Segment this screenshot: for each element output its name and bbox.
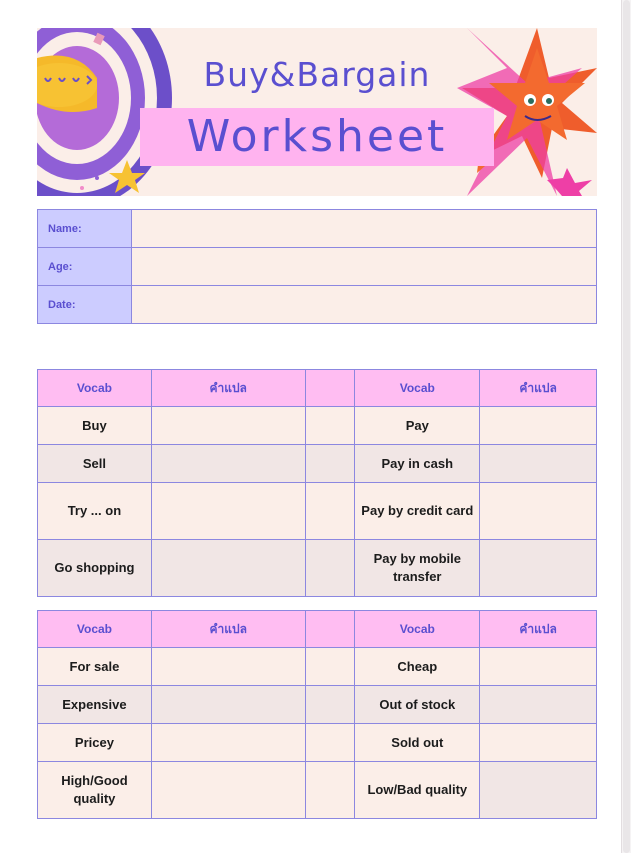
student-info-table bbox=[37, 209, 597, 324]
name-label: Name: bbox=[38, 210, 132, 248]
translation-field[interactable] bbox=[480, 445, 597, 483]
table-row bbox=[38, 686, 597, 724]
translation-field[interactable] bbox=[151, 540, 305, 597]
table-header-row bbox=[38, 370, 597, 407]
vocab-word: Low/Bad quality bbox=[355, 762, 480, 819]
vocab-word: Go shopping bbox=[38, 540, 152, 597]
translation-field[interactable] bbox=[480, 762, 597, 819]
translation-header: คำแปล bbox=[151, 611, 305, 648]
translation-field[interactable] bbox=[151, 483, 305, 540]
translation-field[interactable] bbox=[480, 648, 597, 686]
vocab-word: Pricey bbox=[38, 724, 152, 762]
scrollbar-thumb[interactable] bbox=[623, 0, 630, 853]
spacer-cell bbox=[305, 762, 355, 819]
name-field[interactable] bbox=[132, 210, 597, 248]
vocab-word: Out of stock bbox=[355, 686, 480, 724]
vocab-word: For sale bbox=[38, 648, 152, 686]
vocab-word: Pay in cash bbox=[355, 445, 480, 483]
vocab-word: Try ... on bbox=[38, 483, 152, 540]
spacer-cell bbox=[305, 611, 355, 648]
vocab-word: Cheap bbox=[355, 648, 480, 686]
header-banner bbox=[37, 28, 597, 196]
vocab-word: Sell bbox=[38, 445, 152, 483]
table-row bbox=[38, 648, 597, 686]
translation-field[interactable] bbox=[480, 483, 597, 540]
spacer-cell bbox=[305, 724, 355, 762]
table-row bbox=[38, 540, 597, 597]
vocab-word: Pay by credit card bbox=[355, 483, 480, 540]
info-row-age bbox=[38, 248, 597, 286]
age-field[interactable] bbox=[132, 248, 597, 286]
spacer-cell bbox=[305, 648, 355, 686]
table-header-row bbox=[38, 611, 597, 648]
spacer-cell bbox=[305, 483, 355, 540]
age-label: Age: bbox=[38, 248, 132, 286]
banner-subtitle: Worksheet bbox=[186, 111, 448, 162]
vocab-table-2 bbox=[37, 610, 597, 819]
table-row bbox=[38, 483, 597, 540]
info-row-date bbox=[38, 286, 597, 324]
translation-header: คำแปล bbox=[480, 611, 597, 648]
banner-title: Buy&Bargain bbox=[203, 55, 431, 94]
spacer-cell bbox=[305, 370, 355, 407]
vocab-header: Vocab bbox=[38, 611, 152, 648]
vocab-word: Expensive bbox=[38, 686, 152, 724]
vocab-word: High/Good quality bbox=[38, 762, 152, 819]
info-row-name bbox=[38, 210, 597, 248]
table-row bbox=[38, 724, 597, 762]
translation-field[interactable] bbox=[151, 648, 305, 686]
translation-field[interactable] bbox=[480, 724, 597, 762]
table-row bbox=[38, 445, 597, 483]
translation-field[interactable] bbox=[151, 686, 305, 724]
translation-header: คำแปล bbox=[151, 370, 305, 407]
vocab-table-1 bbox=[37, 369, 597, 597]
translation-field[interactable] bbox=[480, 407, 597, 445]
date-label: Date: bbox=[38, 286, 132, 324]
table-row bbox=[38, 762, 597, 819]
vocab-word: Pay bbox=[355, 407, 480, 445]
spacer-cell bbox=[305, 686, 355, 724]
vertical-scrollbar[interactable] bbox=[622, 0, 631, 853]
spacer-cell bbox=[305, 445, 355, 483]
translation-field[interactable] bbox=[151, 445, 305, 483]
spacer-cell bbox=[305, 407, 355, 445]
translation-header: คำแปล bbox=[480, 370, 597, 407]
translation-field[interactable] bbox=[480, 686, 597, 724]
spacer-cell bbox=[305, 540, 355, 597]
translation-field[interactable] bbox=[151, 724, 305, 762]
date-field[interactable] bbox=[132, 286, 597, 324]
translation-field[interactable] bbox=[151, 762, 305, 819]
vocab-header: Vocab bbox=[355, 611, 480, 648]
vocab-word: Pay by mobile transfer bbox=[355, 540, 480, 597]
table-row bbox=[38, 407, 597, 445]
vocab-word: Sold out bbox=[355, 724, 480, 762]
vocab-header: Vocab bbox=[355, 370, 480, 407]
translation-field[interactable] bbox=[151, 407, 305, 445]
vocab-word: Buy bbox=[38, 407, 152, 445]
vocab-header: Vocab bbox=[38, 370, 152, 407]
translation-field[interactable] bbox=[480, 540, 597, 597]
